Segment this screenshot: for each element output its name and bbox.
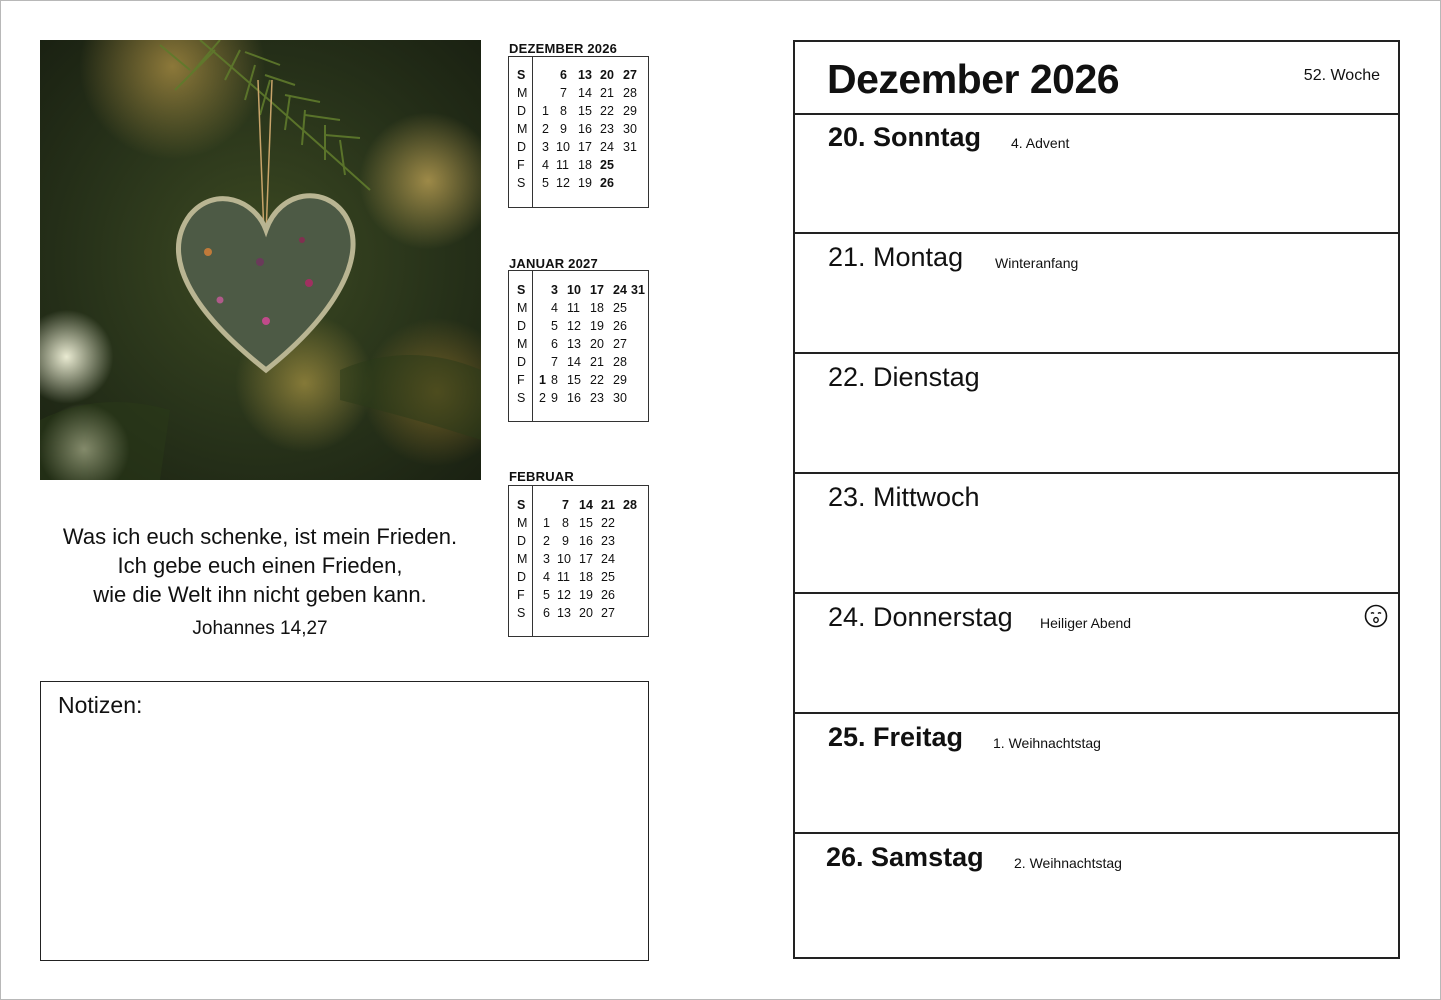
day-number: 15 [579, 516, 593, 530]
day-number: 23 [590, 391, 604, 405]
day-number: 10 [557, 552, 571, 566]
day-number: 1 [539, 373, 546, 387]
day-number: 12 [556, 176, 570, 190]
day-number: 18 [579, 570, 593, 584]
day-number: 7 [560, 86, 567, 100]
calendar-week-row [509, 86, 648, 104]
day-number: 8 [560, 104, 567, 118]
day-number: 3 [551, 283, 558, 297]
day-label: 20. Sonntag [828, 122, 982, 152]
smiley-icon [1364, 604, 1388, 628]
day-number: 24 [613, 283, 627, 297]
day-number: 20 [579, 606, 593, 620]
day-number: 27 [623, 68, 637, 82]
weekday-label: S [517, 68, 526, 82]
day-number: 14 [578, 86, 592, 100]
calendar-week-row [509, 391, 648, 409]
calendar-week-row [509, 301, 648, 319]
day-number: 28 [623, 498, 637, 512]
day-label: 24. Donnerstag [828, 602, 1013, 632]
day-number: 11 [556, 158, 569, 172]
day-number: 28 [623, 86, 637, 100]
weekday-label: M [517, 86, 528, 100]
day-note: 2. Weihnachtstag [1014, 855, 1122, 871]
weekday-label: M [517, 516, 528, 530]
day-number: 2 [542, 122, 549, 136]
day-number: 20 [590, 337, 604, 351]
day-number: 5 [542, 176, 549, 190]
mini-calendar-january [508, 270, 649, 422]
calendar-week-row [509, 319, 648, 337]
calendar-week-row [509, 534, 648, 552]
day-note: 1. Weihnachtstag [993, 735, 1101, 751]
day-number: 21 [590, 355, 604, 369]
weekday-label: D [517, 355, 527, 369]
calendar-week-row [509, 516, 648, 534]
mini-calendar-title: DEZEMBER 2026 [509, 41, 618, 56]
day-number: 19 [590, 319, 604, 333]
day-label: 26. Samstag [826, 842, 984, 872]
notes-box[interactable] [40, 681, 649, 961]
day-number: 26 [613, 319, 627, 333]
month-title: Dezember 2026 [827, 56, 1120, 102]
day-number: 15 [567, 373, 581, 387]
day-number: 12 [557, 588, 571, 602]
day-number: 26 [600, 176, 614, 190]
day-number: 30 [623, 122, 637, 136]
day-number: 8 [551, 373, 558, 387]
day-number: 1 [543, 516, 550, 530]
day-number: 25 [613, 301, 627, 315]
day-number: 4 [551, 301, 558, 315]
day-number: 24 [601, 552, 615, 566]
day-number: 20 [600, 68, 614, 82]
day-number: 19 [578, 176, 592, 190]
day-number: 6 [560, 68, 567, 82]
day-number: 16 [567, 391, 581, 405]
weekday-label: S [517, 606, 526, 620]
day-label: 25. Freitag [828, 722, 964, 752]
weekday-label: D [517, 104, 527, 118]
quote-line: Ich gebe euch einen Frieden, [117, 553, 403, 578]
calendar-week-row [509, 355, 648, 373]
calendar-week-row [509, 606, 648, 624]
day-label: 21. Montag [828, 242, 964, 272]
day-number: 16 [579, 534, 593, 548]
week-header [795, 42, 1398, 115]
calendar-week-row [509, 373, 648, 391]
day-number: 9 [562, 534, 569, 548]
week-planner [793, 40, 1400, 959]
mini-calendar-december [508, 56, 649, 208]
calendar-week-row [509, 158, 648, 176]
weekday-label: F [517, 373, 525, 387]
day-row-tuesday[interactable] [795, 354, 1398, 474]
day-number: 24 [600, 140, 614, 154]
day-number: 2 [539, 391, 546, 405]
weekday-label: M [517, 301, 528, 315]
calendar-week-row [509, 588, 648, 606]
day-number: 11 [567, 301, 580, 315]
calendar-week-row [509, 68, 648, 86]
weekday-label: S [517, 498, 526, 512]
calendar-week-row [509, 570, 648, 588]
day-number: 17 [579, 552, 593, 566]
calendar-week-row [509, 176, 648, 194]
day-number: 27 [613, 337, 627, 351]
weekday-label: S [517, 391, 526, 405]
day-number: 19 [579, 588, 593, 602]
weekday-label: S [517, 176, 526, 190]
day-note: Heiliger Abend [1040, 615, 1132, 631]
day-number: 4 [542, 158, 549, 172]
day-number: 21 [601, 498, 615, 512]
day-number: 26 [601, 588, 615, 602]
day-number: 13 [567, 337, 581, 351]
day-number: 6 [551, 337, 558, 351]
day-number: 31 [623, 140, 637, 154]
day-number: 28 [613, 355, 627, 369]
day-number: 2 [543, 534, 550, 548]
day-number: 10 [567, 283, 581, 297]
weekday-label: D [517, 570, 527, 584]
day-number: 12 [567, 319, 581, 333]
day-label: 23. Mittwoch [828, 482, 980, 512]
week-number: 52. Woche [1303, 67, 1380, 84]
notes-label: Notizen: [58, 692, 143, 718]
day-number: 3 [542, 140, 549, 154]
day-row-friday[interactable] [795, 714, 1398, 834]
day-number: 25 [600, 158, 614, 172]
day-number: 29 [623, 104, 637, 118]
day-number: 17 [578, 140, 592, 154]
day-number: 30 [613, 391, 627, 405]
day-number: 31 [631, 283, 645, 297]
day-number: 22 [590, 373, 604, 387]
day-number: 14 [579, 498, 593, 512]
day-number: 4 [543, 570, 550, 584]
calendar-week-row [509, 140, 648, 158]
quote-source: Johannes 14,27 [192, 618, 328, 639]
mini-calendar-february [508, 485, 649, 637]
day-number: 17 [590, 283, 604, 297]
day-number: 29 [613, 373, 627, 387]
christmas-heart-photo [40, 40, 481, 480]
calendar-week-row [509, 104, 648, 122]
day-number: 13 [557, 606, 571, 620]
day-label: 22. Dienstag [828, 362, 980, 392]
quote-line: wie die Welt ihn nicht geben kann. [93, 582, 427, 607]
weekday-label: F [517, 158, 525, 172]
day-number: 10 [556, 140, 570, 154]
weekday-label: M [517, 337, 528, 351]
weekday-label: D [517, 140, 527, 154]
day-number: 18 [578, 158, 592, 172]
day-number: 22 [600, 104, 614, 118]
day-number: 23 [600, 122, 614, 136]
day-number: 5 [543, 588, 550, 602]
quote-line: Was ich euch schenke, ist mein Frieden. [62, 524, 458, 549]
calendar-week-row [509, 498, 648, 516]
day-number: 13 [578, 68, 592, 82]
calendar-week-row [509, 122, 648, 140]
day-number: 8 [562, 516, 569, 530]
day-number: 25 [601, 570, 615, 584]
weekday-label: D [517, 319, 527, 333]
calendar-week-row [509, 552, 648, 570]
calendar-week-row [509, 337, 648, 355]
day-number: 11 [557, 570, 570, 584]
weekday-label: M [517, 552, 528, 566]
day-row-wednesday[interactable] [795, 474, 1398, 594]
day-row-thursday[interactable] [795, 594, 1398, 714]
bible-quote [30, 522, 490, 609]
day-number: 7 [562, 498, 569, 512]
day-number: 21 [600, 86, 614, 100]
day-row-sunday[interactable] [795, 114, 1398, 234]
day-number: 3 [543, 552, 550, 566]
day-number: 18 [590, 301, 604, 315]
day-row-saturday[interactable] [795, 834, 1398, 952]
weekday-label: D [517, 534, 527, 548]
weekday-label: M [517, 122, 528, 136]
day-row-monday[interactable] [795, 234, 1398, 354]
day-number: 27 [601, 606, 615, 620]
calendar-week-row [509, 283, 648, 301]
mini-calendar-title: FEBRUAR [509, 469, 574, 484]
weekday-label: S [517, 283, 526, 297]
day-number: 6 [543, 606, 550, 620]
day-number: 5 [551, 319, 558, 333]
day-number: 9 [551, 391, 558, 405]
day-number: 15 [578, 104, 592, 118]
day-number: 1 [542, 104, 549, 118]
day-number: 16 [578, 122, 592, 136]
day-number: 7 [551, 355, 558, 369]
day-number: 14 [567, 355, 581, 369]
day-note: Winteranfang [995, 255, 1079, 271]
weekday-label: F [517, 588, 525, 602]
day-note: 4. Advent [1011, 135, 1070, 151]
day-number: 22 [601, 516, 615, 530]
day-number: 23 [601, 534, 615, 548]
mini-calendar-title: JANUAR 2027 [509, 256, 598, 271]
day-number: 9 [560, 122, 567, 136]
